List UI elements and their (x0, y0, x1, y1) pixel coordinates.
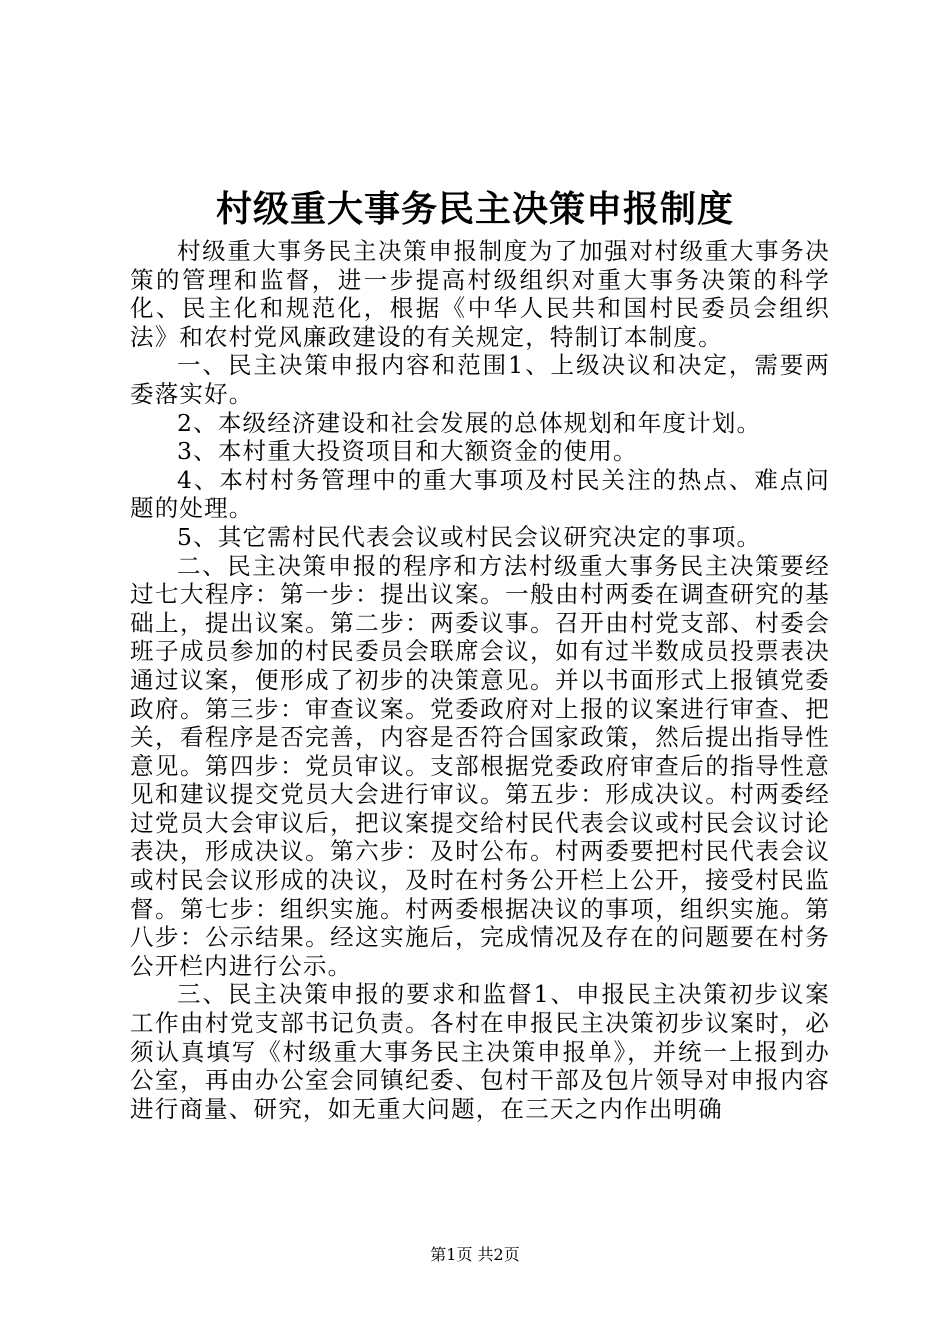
page-footer: 第1页 共2页 (430, 1245, 520, 1264)
document-body (130, 237, 830, 1123)
paragraph-item-5: 5、其它需村民代表会议或村民会议研究决定的事项。 (177, 522, 762, 551)
paragraph-item-2: 2、本级经济建设和社会发展的总体规划和年度计划。 (177, 408, 762, 437)
paragraph-section-2: 二、民主决策申报的程序和方法村级重大事务民主决策要经过七大程序：第一步：提出议案。一般由村两委在调查研究的基础上，提出议案。第二步：两委议事。召开由村党支部、村委会班子成员参加的村民委员会联席会议，如有过半数成员投票表决通过议案，便形成了初步的决策意见。并以书面形式上报镇党委政府。第三步：审查议案。党委政府对上报的议案进行审查、把关，看程序是否完善，内容是否符合国家政策，然后提出指导性意见。第四步：党员审议。支部根据党委政府审查后的指导性意见和建议提交党员大会进行审议。第五步：形成决议。村两委经过党员大会审议后，把议案提交给村民代表会议或村民会议讨论表决，形成决议。第六步：及时公布。村两委要把村民代表会议或村民会议形成的决议，及时在村务公开栏上公开，接受村民监督。第七步：组织实施。村两委根据决议的事项，组织实施。第八步：公示结果。经这实施后，完成情况及存在的问题要在村务公开栏内进行公示。 (130, 551, 830, 980)
document-title: 村级重大事务民主决策申报制度 (215, 188, 734, 230)
paragraph-item-3: 3、本村重大投资项目和大额资金的使用。 (177, 437, 638, 466)
paragraph-section-1: 一、民主决策申报内容和范围1、上级决议和决定，需要两委落实好。 (130, 351, 830, 408)
paragraph-section-3: 三、民主决策申报的要求和监督1、申报民主决策初步议案工作由村党支部书记负责。各村在申报民主决策初步议案时，必须认真填写《村级重大事务民主决策申报单》，并统一上报到办公室，再由办公室会同镇纪委、包村干部及包片领导对申报内容进行商量、研究，如无重大问题，在三天之内作出明确 (130, 980, 830, 1123)
paragraph-intro: 村级重大事务民主决策申报制度为了加强对村级重大事务决策的管理和监督，进一步提高村级组织对重大事务决策的科学化、民主化和规范化，根据《中华人民共和国村民委员会组织法》和农村党风廉政建设的有关规定，特制订本制度。 (130, 237, 830, 351)
paragraph-item-4: 4、本村村务管理中的重大事项及村民关注的热点、难点问题的处理。 (130, 465, 830, 523)
